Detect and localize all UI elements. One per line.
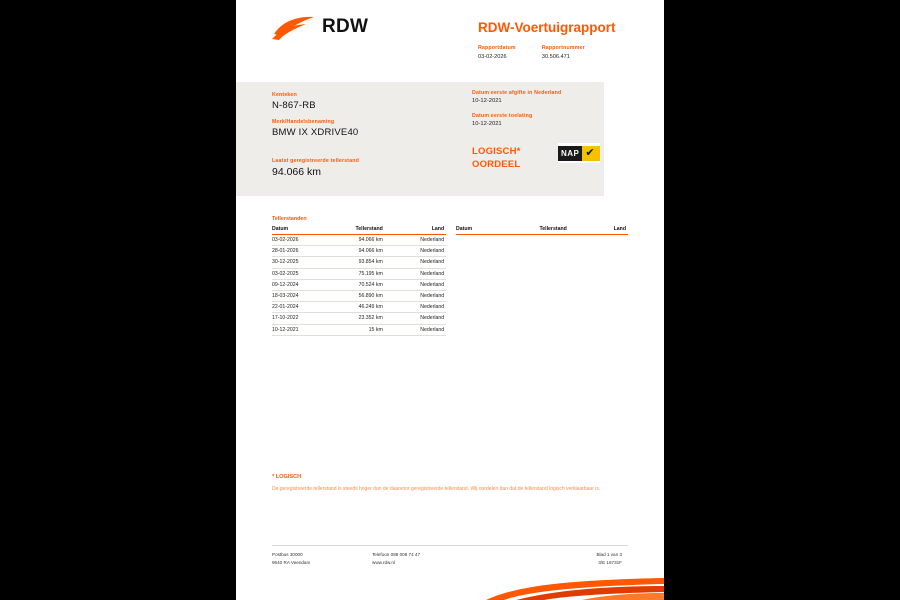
verdict-text [472, 145, 521, 171]
first-admission-label: Datum eerste afgifte in Nederland [472, 90, 562, 96]
col-header-tellerstand-right: Tellerstand [501, 226, 566, 235]
cell-empty [567, 279, 628, 290]
report-date-field [478, 45, 516, 60]
cell-land: Nederland [383, 290, 446, 301]
cell-spacer [446, 268, 456, 279]
footnote-title: * LOGISCH [272, 474, 302, 480]
cell-spacer [446, 302, 456, 313]
footer-contact [372, 551, 522, 566]
footer-address [272, 551, 372, 566]
verdict-line-2: OORDEEL [472, 159, 521, 170]
cell-datum: 28-01-2026 [272, 246, 317, 257]
footer-phone: Telefoon 088 008 74 47 [372, 552, 421, 557]
report-number-value: 30.506.471 [541, 54, 570, 60]
col-spacer [446, 226, 456, 235]
nap-badge [558, 143, 600, 163]
cell-tellerstand: 15 km [317, 324, 382, 335]
footer-doc-code: 3/E 16731F [598, 559, 622, 565]
cell-tellerstand: 94.066 km [317, 235, 382, 246]
nap-label: NAP [558, 146, 582, 161]
cell-datum: 30-12-2025 [272, 257, 317, 268]
kenteken-label: Kenteken [272, 92, 297, 98]
cell-empty [501, 235, 566, 246]
merk-label: Merk/Handelsbenaming [272, 119, 335, 125]
vehicle-identity-block [272, 92, 462, 178]
cell-empty [456, 268, 501, 279]
cell-tellerstand: 94.066 km [317, 246, 382, 257]
nap-check-icon [582, 146, 600, 161]
cell-tellerstand: 70.524 km [317, 279, 382, 290]
document-header [236, 0, 664, 82]
cell-empty [567, 246, 628, 257]
cell-datum: 03-02-2026 [272, 235, 317, 246]
cell-empty [567, 290, 628, 301]
cell-empty [567, 302, 628, 313]
cell-empty [501, 324, 566, 335]
cell-datum: 09-12-2024 [272, 279, 317, 290]
cell-empty [456, 246, 501, 257]
report-number-field [542, 45, 585, 60]
table-row [272, 279, 628, 290]
rdw-logo [272, 14, 368, 40]
table-title: Tellerstanden [272, 216, 307, 222]
col-header-datum-left: Datum [272, 226, 317, 235]
footer-swoosh-icon [486, 578, 664, 600]
table-header-row [272, 226, 628, 235]
cell-empty [567, 235, 628, 246]
cell-empty [456, 279, 501, 290]
cell-land: Nederland [383, 246, 446, 257]
cell-land: Nederland [383, 324, 446, 335]
rdw-logo-text: RDW [322, 16, 369, 37]
cell-land: Nederland [383, 279, 446, 290]
first-registration-value: 10-12-2021 [472, 121, 502, 127]
checkmark-icon: ✔ [585, 146, 595, 159]
footnote-body: De geregistreerde tellerstand is steeds hoger dan de daarvoor geregistreerde tellerstand. Wij oordelen dan dat de tellerstand logisch verklaarbaar is. [272, 486, 601, 492]
table-row [272, 246, 628, 257]
table-row [272, 257, 628, 268]
cell-empty [501, 279, 566, 290]
cell-empty [567, 324, 628, 335]
cell-spacer [446, 313, 456, 324]
odometer-value: 94.066 km [272, 166, 322, 178]
page-title: RDW-Voertuigrapport [478, 20, 616, 35]
odometer-readings-table [272, 226, 628, 336]
cell-land: Nederland [383, 235, 446, 246]
table-row [272, 235, 628, 246]
cell-land: Nederland [383, 313, 446, 324]
table-row [272, 313, 628, 324]
cell-empty [456, 313, 501, 324]
cell-datum: 10-12-2021 [272, 324, 317, 335]
cell-empty [501, 268, 566, 279]
cell-empty [567, 313, 628, 324]
cell-empty [456, 302, 501, 313]
cell-tellerstand: 46.249 km [317, 302, 382, 313]
cell-empty [567, 257, 628, 268]
table-row [272, 324, 628, 335]
merk-value: BMW IX XDRIVE40 [272, 127, 359, 138]
table-row [272, 290, 628, 301]
cell-empty [501, 302, 566, 313]
report-date-value: 03-02-2026 [478, 54, 507, 60]
footer-page-number: Blad 1 van 3 [596, 552, 622, 557]
cell-empty [501, 290, 566, 301]
cell-spacer [446, 235, 456, 246]
odometer-label: Laatst geregistreerde tellerstand [272, 158, 360, 164]
rdw-swoosh-icon [272, 14, 316, 40]
col-header-land-right: Land [567, 226, 628, 235]
cell-datum: 18-03-2024 [272, 290, 317, 301]
cell-datum: 22-01-2024 [272, 302, 317, 313]
table-body [272, 235, 628, 336]
col-header-datum-right: Datum [456, 226, 501, 235]
table-row [272, 268, 628, 279]
header-meta [478, 45, 585, 60]
cell-tellerstand: 23.352 km [317, 313, 382, 324]
cell-empty [456, 290, 501, 301]
cell-spacer [446, 257, 456, 268]
cell-tellerstand: 93.854 km [317, 257, 382, 268]
first-admission-value: 10-12-2021 [472, 98, 502, 104]
verdict-line-1: LOGISCH* [472, 146, 521, 157]
cell-spacer [446, 290, 456, 301]
cell-land: Nederland [383, 302, 446, 313]
kenteken-value: N-867-RB [272, 100, 316, 111]
cell-tellerstand: 75.195 km [317, 268, 382, 279]
cell-empty [501, 257, 566, 268]
footer-page-info [522, 551, 622, 566]
first-registration-label: Datum eerste toelating [472, 113, 533, 119]
cell-land: Nederland [383, 257, 446, 268]
cell-empty [456, 324, 501, 335]
footnote [272, 474, 602, 494]
cell-spacer [446, 279, 456, 290]
document-footer [272, 545, 628, 566]
cell-empty [501, 313, 566, 324]
cell-datum: 03-02-2025 [272, 268, 317, 279]
cell-datum: 17-10-2022 [272, 313, 317, 324]
footer-website[interactable]: www.rdw.nl [372, 559, 395, 565]
cell-spacer [446, 324, 456, 335]
vehicle-dates-block [472, 90, 612, 136]
report-date-label: Rapportdatum [478, 45, 516, 51]
footer-address-line2: 9640 RA Veendam [272, 559, 311, 565]
document-page [236, 0, 664, 600]
col-header-land-left: Land [383, 226, 446, 235]
cell-tellerstand: 56.890 km [317, 290, 382, 301]
cell-land: Nederland [383, 268, 446, 279]
table-row [272, 302, 628, 313]
cell-spacer [446, 246, 456, 257]
cell-empty [567, 268, 628, 279]
footer-address-line1: Postbus 30000 [272, 552, 303, 557]
report-number-label: Rapportnummer [541, 45, 585, 51]
cell-empty [456, 235, 501, 246]
odometer-block [272, 158, 462, 178]
cell-empty [456, 257, 501, 268]
cell-empty [501, 246, 566, 257]
col-header-tellerstand-left: Tellerstand [317, 226, 382, 235]
